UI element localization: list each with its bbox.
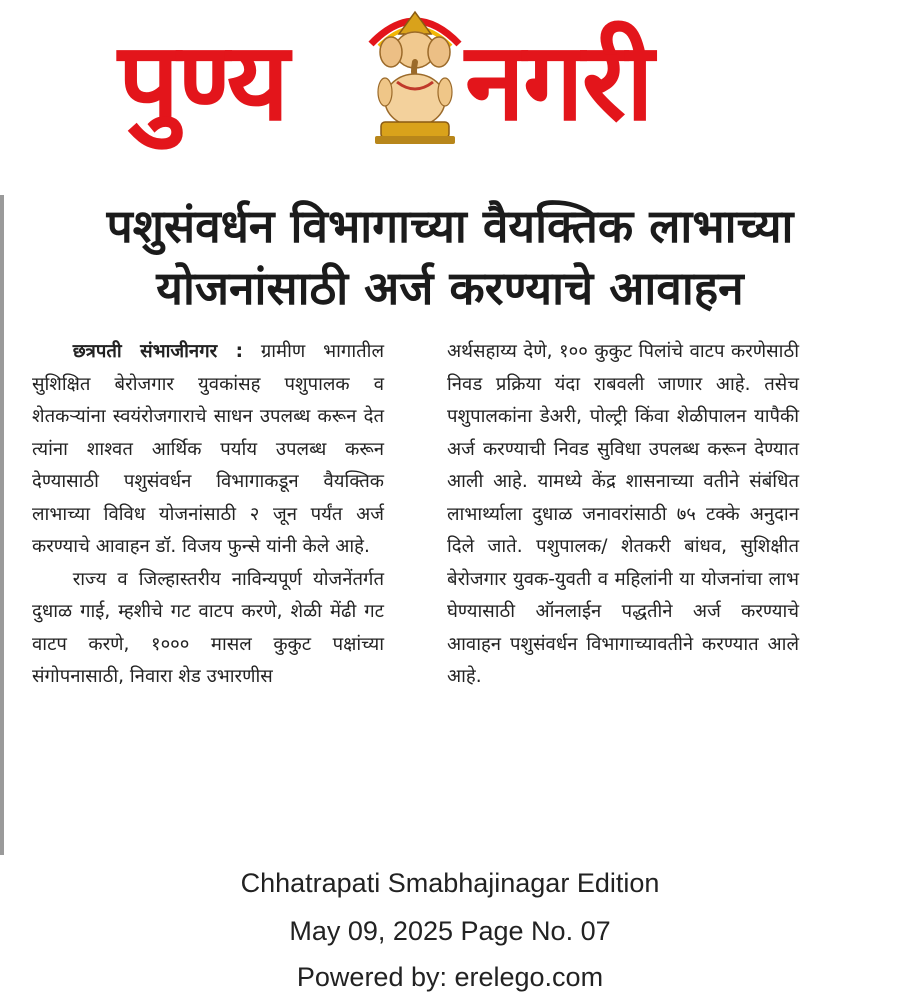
date-page: May 09, 2025 Page No. 07 — [289, 916, 611, 946]
ganesha-logo-icon — [365, 4, 465, 146]
dateline: छत्रपती संभाजीनगर : — [72, 341, 243, 362]
powered-by: Powered by: erelego.com — [296, 962, 604, 992]
headline-line-1: पशुसंवर्धन विभागाच्या वैयक्तिक लाभाच्या — [106, 199, 794, 253]
paragraph-1-text: ग्रामीण भागातील सुशिक्षित बेरोजगार युवकांसह पशुपालक व शेतकऱ्यांना स्वयंरोजगाराचे साधन उपलब्ध करून देत त्यांना शाश्वत आर्थिक पर्याय उपलब्ध करून देण्यासाठी पशुसंवर्धन विभागाकडून वैयक्तिक लाभाच्या विविध योजनांसाठी २ जून पर्यंत अर्ज करण्याचे आवाहन डॉ. विजय फुन्से यांनी केले आहे. — [32, 341, 384, 557]
headline — [30, 195, 870, 319]
paragraph-1 — [32, 336, 384, 564]
headline-line-2: योजनांसाठी अर्ज करण्याचे आवाहन — [156, 261, 744, 315]
edition-name: Chhatrapati Smabhajinagar Edition — [240, 868, 660, 898]
masthead — [110, 0, 800, 165]
article-column-1 — [32, 336, 384, 694]
column-2-text: अर्थसहाय्य देणे, १०० कुकुट पिलांचे वाटप करणेसाठी निवड प्रक्रिया यंदा राबवली जाणार आहे. तसेच पशुपालकांना डेअरी, पोल्ट्री किंवा शेळीपालन यापैकी अर्ज करण्याची निवड सुविधा उपलब्ध करून देण्यात आली आहे. यामध्ये केंद्र शासनाच्या वतीने संबंधित लाभार्थ्याला दुधाळ जनावरांसाठी ७५ टक्के अनुदान दिले जाते. पशुपालक/ शेतकरी बांधव, सुशिक्षीत बेरोजगार युवक-युवती व महिलांनी या योजनांचा लाभ घेण्यासाठी ऑनलाईन पद्धतीने अर्ज करण्याचे आवाहन पशुसंवर्धन विभागाच्यावतीने करण्यात आले आहे. — [447, 341, 799, 687]
paragraph-2: राज्य व जिल्हास्तरीय नाविन्यपूर्ण योजनेंतर्गत दुधाळ गाई, म्हशीचे गट वाटप करणे, शेळी मेंढी गट वाटप करणे, १००० मासल कुकुट पक्षांच्या संगोपनासाठी, निवारा शेड उभारणीस — [32, 568, 384, 687]
column-rule — [0, 195, 4, 855]
masthead-name-right: नगरी — [465, 20, 652, 145]
masthead-name-left: पुण्य — [118, 20, 288, 145]
article-column-2 — [447, 336, 799, 694]
